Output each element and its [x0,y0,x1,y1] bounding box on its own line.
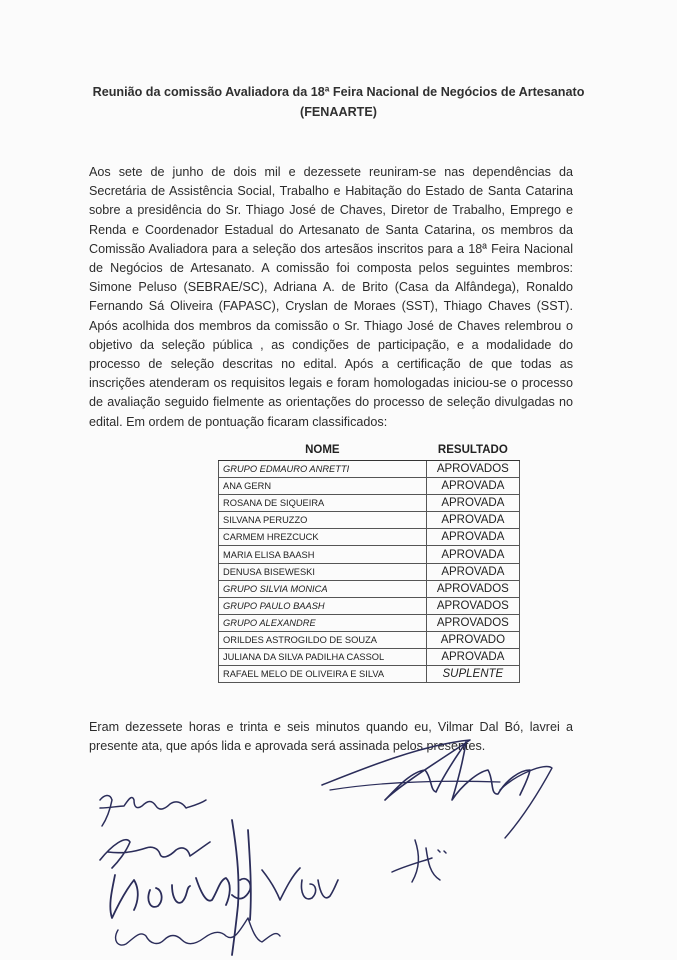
row-result: APROVADO [426,631,519,648]
row-result: APROVADA [426,495,519,512]
row-name: GRUPO ALEXANDRE [219,614,427,631]
row-result: APROVADA [426,478,519,495]
row-result: APROVADA [426,546,519,563]
row-name: DENUSA BISEWESKI [219,563,427,580]
row-result: APROVADOS [426,461,519,478]
column-header-name: NOME [219,440,427,461]
row-name: SILVANA PERUZZO [219,512,427,529]
row-name: CARMEM HREZCUCK [219,529,427,546]
row-name: JULIANA DA SILVA PADILHA CASSOL [219,649,427,666]
title-line-2: (FENAARTE) [300,105,377,119]
minutes-body: Aos sete de junho de dois mil e dezessete reuniram-se nas dependências da Secretária de Assistência Social, Trabalho e Habitação do Estado de Santa Catarina sobre a presidência do Sr. Thiago José de Chaves, Diretor de Trabalho, Emprego e Renda e Coordenador Estadual do Artesanato de Santa Catarina, os membros da Comissão Avaliadora para a seleção dos artesãos inscritos para a 18ª Feira Nacional de Negócios de Artesanato. A comissão foi composta pelos seguintes membros: Simone Peluso (SEBRAE/SC), Adriana A. de Brito (Casa da Alfândega), Ronaldo Fernando Sá Oliveira (FAPASC), Cryslan de Moraes (SST), Thiago Chaves (SST). Após acolhida dos membros da comissão o Sr. Thiago José de Chaves relembrou o objetivo da seleção pública , as condições de participação, e a modalidade do processo de seleção descritas no edital. Após a certificação de que todas as inscrições atenderam os requisitos legais e foram homologadas iniciou-se o processo de avaliação seguido fielmente as orientações do processo de seleção divulgadas no edital. Em ordem de pontuação ficaram classificados: [89,165,573,429]
signature-right-top [322,740,552,838]
row-name: RAFAEL MELO DE OLIVEIRA E SILVA [219,666,427,683]
row-result: APROVADA [426,529,519,546]
row-result: APROVADA [426,563,519,580]
row-name: MARIA ELISA BAASH [219,546,427,563]
row-result: APROVADA [426,512,519,529]
closing-statement: Eram dezessete horas e trinta e seis minutos quando eu, Vilmar Dal Bó, lavrei a presente ata, que após lida e aprovada será assinada pelos presentes. [89,720,573,754]
row-name: ANA GERN [219,478,427,495]
row-name: ROSANA DE SIQUEIRA [219,495,427,512]
title-line-1: Reunião da comissão Avaliadora da 18ª Feira Nacional de Negócios de Artesanato [92,85,585,99]
row-name: GRUPO PAULO BAASH [219,597,427,614]
row-result: APROVADA [426,649,519,666]
row-result: APROVADOS [426,580,519,597]
row-result: APROVADOS [426,614,519,631]
row-name: GRUPO SILVIA MONICA [219,580,427,597]
signature-initials [392,840,446,882]
column-header-result: RESULTADO [426,440,519,461]
signature-left [100,795,338,955]
row-name: ORILDES ASTROGILDO DE SOUZA [219,631,427,648]
row-result: APROVADOS [426,597,519,614]
row-result: SUPLENTE [426,666,519,683]
row-name: GRUPO EDMAURO ANRETTI [219,461,427,478]
